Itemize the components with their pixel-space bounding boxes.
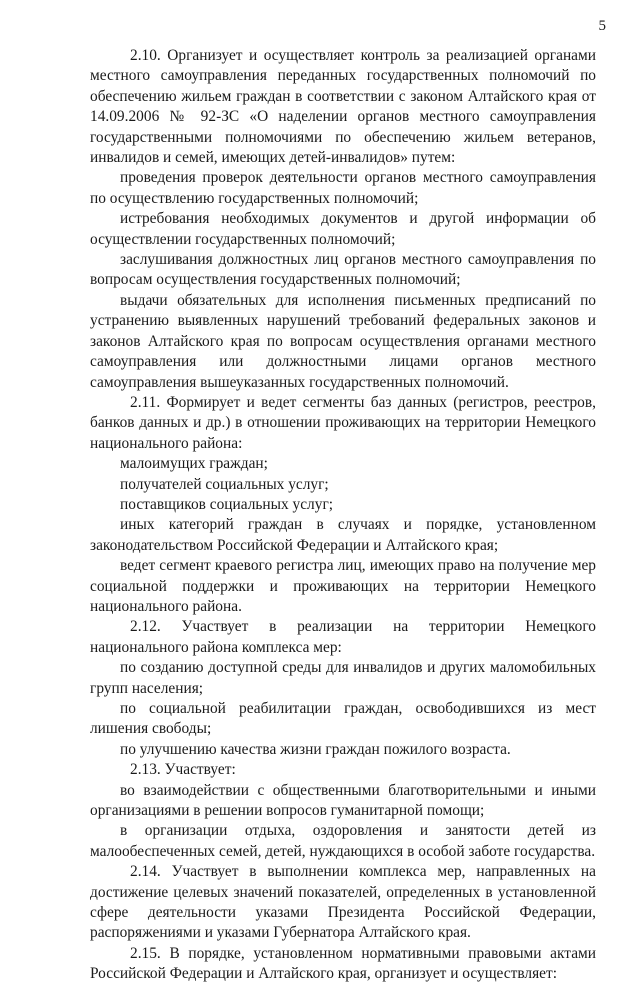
list-item: заслушивания должностных лиц органов местного самоуправления по вопросам осуществления государственных полномочий; — [90, 251, 596, 289]
list-item: истребования необходимых документов и другой информации об осуществлении государственных полномочий; — [90, 210, 596, 248]
paragraph-2-15: 2.15. В порядке, установленном нормативными правовыми актами Российской Федерации и Алтайского края, организует и осуществляет: — [90, 944, 596, 983]
document-body — [90, 46, 596, 985]
paragraph-2-11: 2.11. Формирует и ведет сегменты баз данных (регистров, реестров, банков данных и др.) в отношении проживающих на территории Немецкого национального района: — [90, 393, 596, 452]
page-number: 5 — [598, 18, 606, 34]
list-item: получателей социальных услуг; — [120, 475, 329, 493]
list-item: малоимущих граждан; — [120, 455, 268, 473]
list-item: по улучшению качества жизни граждан пожилого возраста. — [120, 740, 511, 758]
paragraph-2-10: 2.10. Организует и осуществляет контроль за реализацией органами местного самоуправления переданных государственных полномочий по обеспечению жильем граждан в соответствии с законом Алтайского края от 14.09.2006 № 92-ЗС «О наделении органов местного самоуправления государственными полномочиями по обеспечению жильем ветеранов, инвалидов и семей, имеющих детей-инвалидов» путем: — [90, 47, 596, 167]
list-item: поставщиков социальных услуг; — [120, 495, 334, 513]
list-item: проведения проверок деятельности органов местного самоуправления по осуществлению государственных полномочий; — [90, 169, 596, 207]
paragraph-2-12: 2.12. Участвует в реализации на территории Немецкого национального района комплекса мер: — [90, 618, 596, 656]
list-item: во взаимодействии с общественными благотворительными и иными организациями в решении вопросов гуманитарной помощи; — [90, 781, 596, 820]
paragraph-2-14: 2.14. Участвует в выполнении комплекса мер, направленных на достижение целевых значений показателей, определенных в установленной сфере деятельности указами Президента Российской Федерации, распоряжениями и указами Губернатора Алтайского края. — [90, 863, 596, 942]
list-item: ведет сегмент краевого регистра лиц, имеющих право на получение мер социальной поддержки и проживающих на территории Немецкого национального района. — [90, 557, 596, 615]
list-item: по созданию доступной среды для инвалидов и других маломобильных групп населения; — [90, 659, 596, 697]
list-item: иных категорий граждан в случаях и порядке, установленном законодательством Российской Федерации и Алтайского края; — [90, 516, 596, 554]
list-item: выдачи обязательных для исполнения письменных предписаний по устранению выявленных нарушений требований федеральных законов и законов Алтайского края по вопросам осуществления органами местного самоуправления или должностными лицами органов местного самоуправления вышеуказанных государственных полномочий. — [90, 291, 596, 391]
list-item: по социальной реабилитации граждан, освободившихся из мест лишения свободы; — [90, 700, 596, 738]
list-item: в организации отдыха, оздоровления и занятости детей из малообеспеченных семей, детей, нуждающихся в особой заботе государства. — [90, 822, 596, 860]
paragraph-2-13: 2.13. Участвует: — [130, 761, 236, 779]
